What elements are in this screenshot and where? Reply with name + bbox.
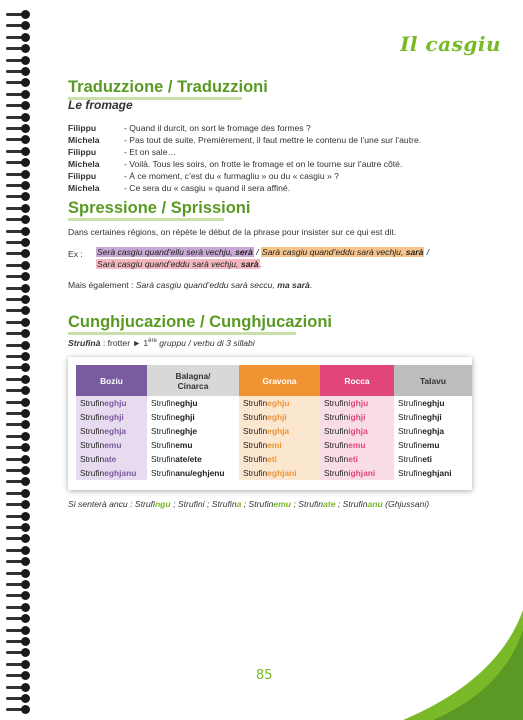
also-text: Mais également : Sarà casgiu quand’eddu sarà seccu, ma sarà.: [68, 280, 313, 290]
dialogue-line: [68, 170, 488, 182]
spiral-ring: [6, 261, 30, 270]
spiral-ring: [6, 21, 30, 30]
column-header: Gravona: [239, 365, 320, 396]
table-cell: Strufineghjanu: [76, 466, 147, 480]
spiral-ring: [6, 101, 30, 110]
line-text: - Et on sale…: [124, 147, 177, 157]
spiral-ring: [6, 455, 30, 464]
spiral-ring: [6, 580, 30, 589]
table-cell: Strufinanu/eghjenu: [147, 466, 239, 480]
spiral-ring: [6, 67, 30, 76]
table-cell: Strufineti: [394, 452, 472, 466]
table-cell: Strufineghji: [239, 410, 320, 424]
spiral-ring: [6, 660, 30, 669]
column-header: Balagna/ Cinarca: [147, 365, 239, 396]
spiral-ring: [6, 318, 30, 327]
dialogue-line: [68, 134, 488, 146]
table-cell: Strufineghju: [147, 396, 239, 410]
variant-note: Si senterà ancu : Strufingu ; Strufini ; Strufina ; Strufinemu ; Strufinate ; Strufinanu (Ghjussani): [68, 499, 430, 509]
table-cell: Strufinemu: [147, 438, 239, 452]
table-cell: Strufinighju: [320, 396, 394, 410]
spiral-ring: [6, 78, 30, 87]
column-header: Boziu: [76, 365, 147, 396]
page-number: 85: [256, 668, 273, 683]
table-row: [76, 438, 472, 452]
table-row: [76, 424, 472, 438]
table-cell: Strufinate/ete: [147, 452, 239, 466]
spiral-ring: [6, 569, 30, 578]
table-cell: Strufinighjani: [320, 466, 394, 480]
spiral-ring: [6, 90, 30, 99]
table-cell: Strufineghjani: [394, 466, 472, 480]
spiral-ring: [6, 500, 30, 509]
spiral-ring: [6, 398, 30, 407]
spiral-ring: [6, 591, 30, 600]
verb-description: Strufinà : frotter ► 1ère gruppu / verbu di 3 sillabi: [68, 338, 255, 348]
table-cell: Strufineghju: [394, 396, 472, 410]
table-cell: Strufinate: [76, 452, 147, 466]
spiral-ring: [6, 534, 30, 543]
spiral-ring: [6, 683, 30, 692]
conjugation-table-card: [68, 357, 472, 490]
spiral-ring: [6, 284, 30, 293]
spiral-ring: [6, 204, 30, 213]
section-title-traduzzione: Traduzzione / Traduzzioni: [68, 78, 268, 97]
dialogue-line: [68, 122, 488, 134]
speaker: Filippu: [68, 147, 97, 157]
spiral-ring: [6, 352, 30, 361]
spiral-ring: [6, 56, 30, 65]
conjugation-table: [76, 365, 472, 480]
table-cell: Strufineghju: [76, 396, 147, 410]
speaker: Michela: [68, 135, 100, 145]
table-row: [76, 466, 472, 480]
table-cell: Strufineghji: [76, 410, 147, 424]
spiral-ring: [6, 44, 30, 53]
spiral-ring: [6, 557, 30, 566]
spiral-ring: [6, 375, 30, 384]
spiral-binding: [0, 0, 34, 720]
line-text: - À ce moment, c’est du « furmagliu » ou du « casgiu » ?: [124, 171, 339, 181]
spiral-ring: [6, 272, 30, 281]
spiral-ring: [6, 238, 30, 247]
spiral-ring: [6, 603, 30, 612]
table-cell: Strufinemu: [320, 438, 394, 452]
table-row: [76, 452, 472, 466]
table-cell: Strufinighja: [320, 424, 394, 438]
table-cell: Strufinighji: [320, 410, 394, 424]
column-header: Talavu: [394, 365, 472, 396]
spiral-ring: [6, 295, 30, 304]
spiral-ring: [6, 523, 30, 532]
spiral-ring: [6, 306, 30, 315]
spiral-ring: [6, 489, 30, 498]
spiral-ring: [6, 386, 30, 395]
table-row: [76, 396, 472, 410]
spiral-ring: [6, 147, 30, 156]
spiral-ring: [6, 10, 30, 19]
spiral-ring: [6, 626, 30, 635]
spiral-ring: [6, 363, 30, 372]
table-cell: Strufineghja: [76, 424, 147, 438]
spiral-ring: [6, 192, 30, 201]
spiral-ring: [6, 477, 30, 486]
spiral-ring: [6, 432, 30, 441]
spiral-ring: [6, 249, 30, 258]
spiral-ring: [6, 443, 30, 452]
spiral-ring: [6, 466, 30, 475]
subtitle: Le fromage: [68, 98, 133, 112]
green-corner-decoration: [403, 610, 523, 720]
spiral-ring: [6, 170, 30, 179]
table-cell: Strufineghju: [239, 396, 320, 410]
spressione-intro: Dans certaines régions, on répète le début de la phrase pour insister sur ce qui est dit.: [68, 227, 397, 237]
spiral-ring: [6, 694, 30, 703]
table-cell: Strufineghja: [394, 424, 472, 438]
table-cell: Strufineghja: [239, 424, 320, 438]
line-text: - Pas tout de suite. Premièrement, il faut mettre le contenu de l’une sur l’autre.: [124, 135, 422, 145]
speaker: Michela: [68, 159, 100, 169]
spiral-ring: [6, 124, 30, 133]
table-cell: Strufinemi: [239, 438, 320, 452]
spiral-ring: [6, 648, 30, 657]
spiral-ring: [6, 409, 30, 418]
spiral-ring: [6, 637, 30, 646]
example-label: Ex :: [68, 249, 83, 259]
spiral-ring: [6, 546, 30, 555]
dialogue-line: [68, 158, 488, 170]
spiral-ring: [6, 614, 30, 623]
speaker: Filippu: [68, 123, 97, 133]
spiral-ring: [6, 33, 30, 42]
spiral-ring: [6, 420, 30, 429]
spiral-ring: [6, 135, 30, 144]
spiral-ring: [6, 705, 30, 714]
table-cell: Strufineghjani: [239, 466, 320, 480]
section-title-spressione: Spressione / Sprissioni: [68, 199, 250, 218]
speaker: Michela: [68, 183, 100, 193]
line-text: - Voilà. Tous les soirs, on frotte le fromage et on le tourne sur l’autre côté.: [124, 159, 403, 169]
section-title-cunghjucazione: Cunghjucazione / Cunghjucazioni: [68, 313, 332, 332]
table-row: [76, 410, 472, 424]
column-header: Rocca: [320, 365, 394, 396]
example-text: Serà casgiu quand’ellu serà vechju, serà / Sarà casgiu quand’eddu sarà vechju, sarà / Sarà casgiu quand’eddu sarà vechju, sarà.: [97, 247, 430, 269]
spiral-ring: [6, 671, 30, 680]
dialogue-line: [68, 146, 488, 158]
spiral-ring: [6, 158, 30, 167]
spiral-ring: [6, 181, 30, 190]
spiral-ring: [6, 329, 30, 338]
table-cell: Strufinemu: [76, 438, 147, 452]
spiral-ring: [6, 227, 30, 236]
dialogue-line: [68, 182, 488, 194]
line-text: - Quand il durcit, on sort le fromage des formes ?: [124, 123, 311, 133]
table-cell: Strufineghje: [147, 424, 239, 438]
line-text: - Ce sera du « casgiu » quand il sera affiné.: [124, 183, 291, 193]
table-cell: Strufineti: [320, 452, 394, 466]
dialogue: [68, 122, 488, 194]
chapter-title: Il casgiu: [400, 32, 501, 56]
table-cell: Strufineghji: [147, 410, 239, 424]
speaker: Filippu: [68, 171, 97, 181]
spiral-ring: [6, 341, 30, 350]
spiral-ring: [6, 512, 30, 521]
table-cell: Strufineghji: [394, 410, 472, 424]
spiral-ring: [6, 215, 30, 224]
spiral-ring: [6, 113, 30, 122]
table-cell: Strufinemu: [394, 438, 472, 452]
table-cell: Strufineti: [239, 452, 320, 466]
